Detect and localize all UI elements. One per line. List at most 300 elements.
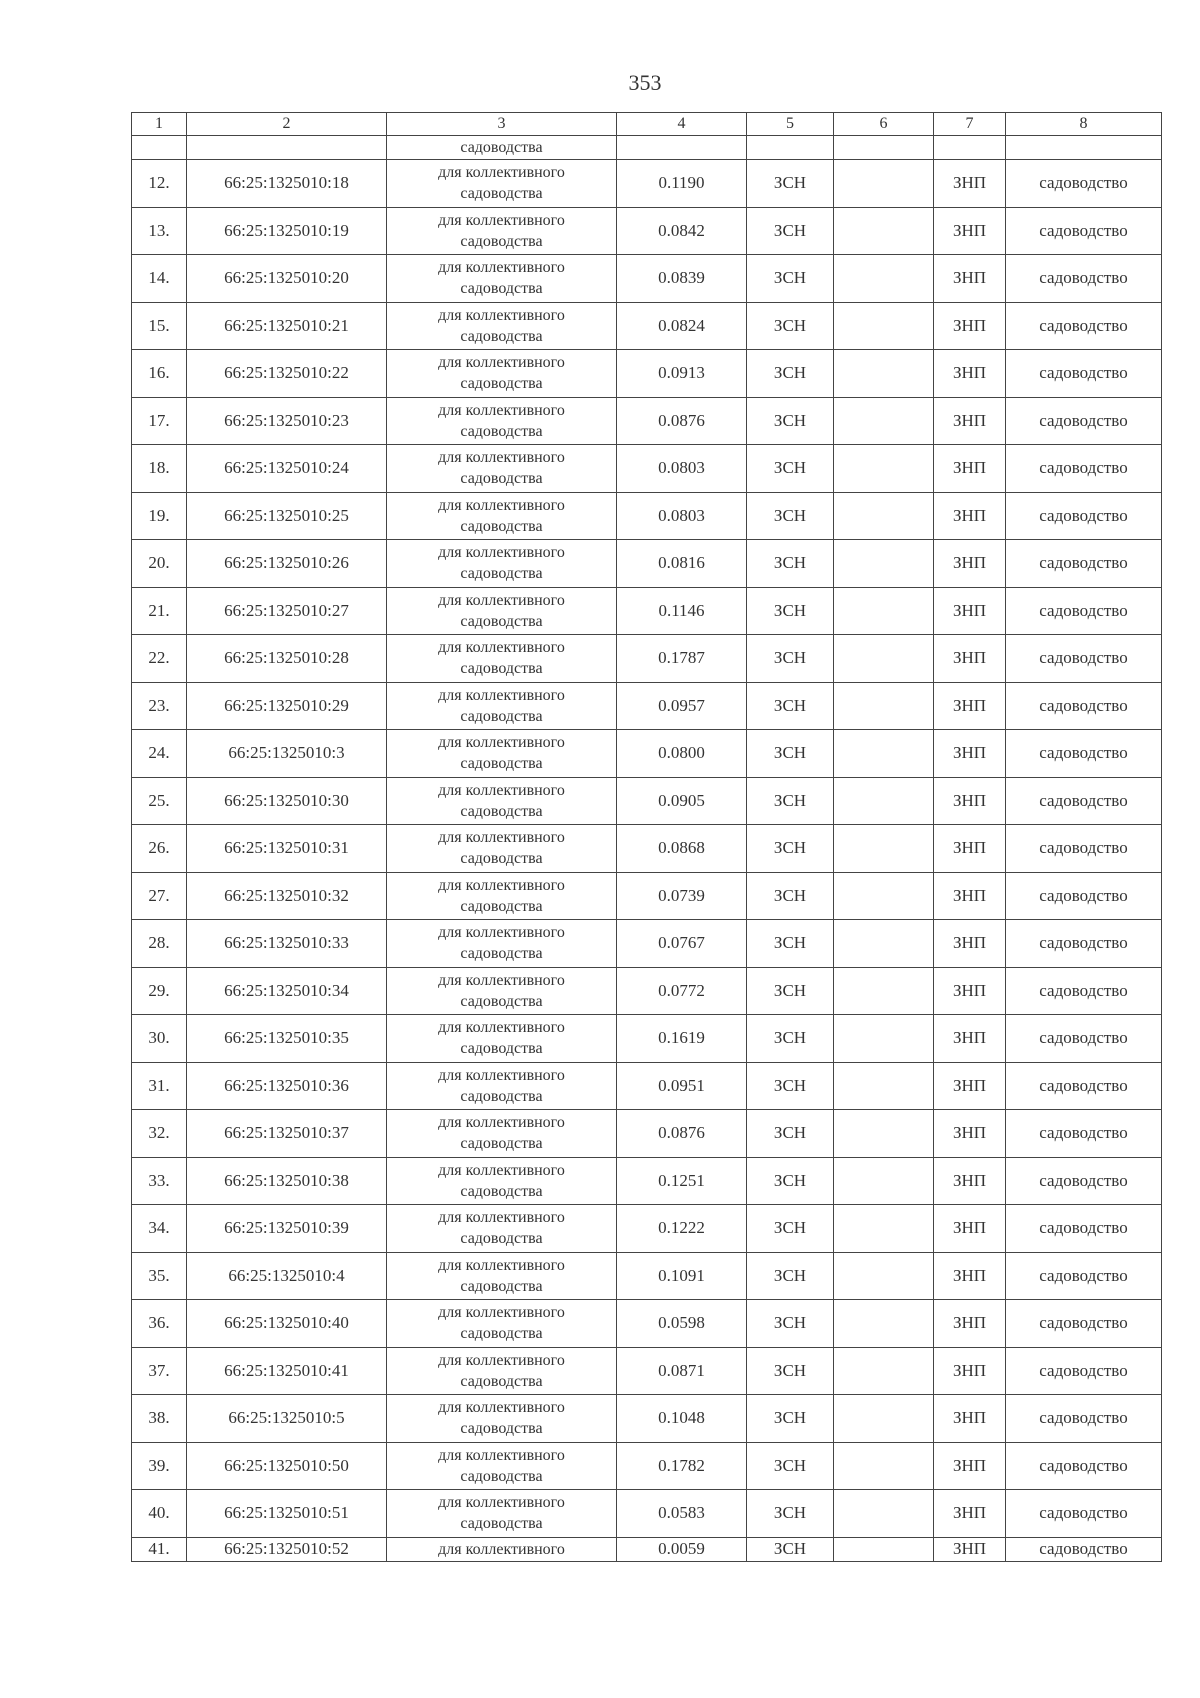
cell-num: 12. bbox=[132, 160, 187, 208]
table-row bbox=[132, 1347, 1162, 1395]
cell-area: 0.0876 bbox=[617, 1110, 747, 1158]
table-row bbox=[132, 302, 1162, 350]
cell-cadastral: 66:25:1325010:52 bbox=[187, 1537, 387, 1561]
cell-col7: ЗНП bbox=[934, 682, 1006, 730]
cell-col7: ЗНП bbox=[934, 1347, 1006, 1395]
table-row bbox=[132, 1157, 1162, 1205]
cell-col8: садоводство bbox=[1006, 1015, 1162, 1063]
cell-col6 bbox=[834, 255, 934, 303]
cell-area: 0.0767 bbox=[617, 920, 747, 968]
cell-col6 bbox=[834, 777, 934, 825]
cell-col7: ЗНП bbox=[934, 872, 1006, 920]
purpose-line-1: для коллективного bbox=[438, 686, 565, 704]
cell-area: 0.0059 bbox=[617, 1537, 747, 1561]
cell-cadastral: 66:25:1325010:50 bbox=[187, 1442, 387, 1490]
cell-num: 35. bbox=[132, 1252, 187, 1300]
cell-num: 17. bbox=[132, 397, 187, 445]
cell-col6 bbox=[834, 1015, 934, 1063]
cell-purpose bbox=[387, 777, 617, 825]
cell-col8: садоводство bbox=[1006, 1395, 1162, 1443]
cell-num: 25. bbox=[132, 777, 187, 825]
cell-area: 0.0824 bbox=[617, 302, 747, 350]
cell-purpose: садоводства bbox=[387, 136, 617, 160]
header-col-4: 4 bbox=[617, 113, 747, 136]
continuation-row bbox=[132, 136, 1162, 160]
cell-col7: ЗНП bbox=[934, 302, 1006, 350]
cell-area: 0.0816 bbox=[617, 540, 747, 588]
cell-col7: ЗНП bbox=[934, 967, 1006, 1015]
cell-cadastral: 66:25:1325010:31 bbox=[187, 825, 387, 873]
table-row bbox=[132, 350, 1162, 398]
cell-cadastral: 66:25:1325010:21 bbox=[187, 302, 387, 350]
cell-col8: садоводство bbox=[1006, 160, 1162, 208]
cell-num: 37. bbox=[132, 1347, 187, 1395]
cell-area: 0.0839 bbox=[617, 255, 747, 303]
cell-purpose bbox=[387, 1015, 617, 1063]
cell-cadastral: 66:25:1325010:22 bbox=[187, 350, 387, 398]
cell-col5: ЗСН bbox=[747, 350, 834, 398]
purpose-line-2: садоводства bbox=[460, 1420, 543, 1438]
table-row bbox=[132, 160, 1162, 208]
purpose-line-1: для коллективного bbox=[438, 1351, 565, 1369]
cell-col6 bbox=[834, 160, 934, 208]
cell-col7: ЗНП bbox=[934, 397, 1006, 445]
cell-col7: ЗНП bbox=[934, 350, 1006, 398]
table-row bbox=[132, 1490, 1162, 1538]
table-row bbox=[132, 1252, 1162, 1300]
cell-col7: ЗНП bbox=[934, 492, 1006, 540]
table-row bbox=[132, 1395, 1162, 1443]
cell-col7: ЗНП bbox=[934, 1442, 1006, 1490]
purpose-line-1: для коллективного bbox=[438, 306, 565, 324]
cell-purpose bbox=[387, 302, 617, 350]
cell-cadastral: 66:25:1325010:19 bbox=[187, 207, 387, 255]
cell-col6 bbox=[834, 492, 934, 540]
cell-col5: ЗСН bbox=[747, 160, 834, 208]
purpose-line-2: садоводства bbox=[460, 660, 543, 678]
cell-col6 bbox=[834, 445, 934, 493]
cell-cadastral: 66:25:1325010:25 bbox=[187, 492, 387, 540]
cell-col8: садоводство bbox=[1006, 730, 1162, 778]
cell-col6 bbox=[834, 1110, 934, 1158]
cell-col5: ЗСН bbox=[747, 682, 834, 730]
cell-cadastral: 66:25:1325010:26 bbox=[187, 540, 387, 588]
table-row bbox=[132, 967, 1162, 1015]
cell-num: 15. bbox=[132, 302, 187, 350]
cell-num: 19. bbox=[132, 492, 187, 540]
table-row bbox=[132, 255, 1162, 303]
cell-col5: ЗСН bbox=[747, 872, 834, 920]
cell-cadastral bbox=[187, 136, 387, 160]
cell-purpose bbox=[387, 160, 617, 208]
cell-area: 0.1091 bbox=[617, 1252, 747, 1300]
cell-cadastral: 66:25:1325010:35 bbox=[187, 1015, 387, 1063]
purpose-line-1: для коллективного bbox=[438, 211, 565, 229]
cell-col8: садоводство bbox=[1006, 1347, 1162, 1395]
purpose-line-2: садоводства bbox=[460, 517, 543, 535]
cell-col7: ЗНП bbox=[934, 635, 1006, 683]
cell-num: 34. bbox=[132, 1205, 187, 1253]
cell-purpose bbox=[387, 1157, 617, 1205]
table-row bbox=[132, 730, 1162, 778]
cell-cadastral: 66:25:1325010:39 bbox=[187, 1205, 387, 1253]
cell-num: 29. bbox=[132, 967, 187, 1015]
purpose-line-2: садоводства bbox=[460, 422, 543, 440]
header-col-8: 8 bbox=[1006, 113, 1162, 136]
table-row bbox=[132, 682, 1162, 730]
purpose-line-1: для коллективного bbox=[438, 164, 565, 182]
cell-col7 bbox=[934, 136, 1006, 160]
table-row bbox=[132, 1110, 1162, 1158]
cell-col5: ЗСН bbox=[747, 302, 834, 350]
purpose-line-1: для коллективного bbox=[438, 1304, 565, 1322]
purpose-line-1: для коллективного bbox=[438, 496, 565, 514]
cell-col6 bbox=[834, 302, 934, 350]
cell-col8: садоводство bbox=[1006, 1205, 1162, 1253]
cell-col8: садоводство bbox=[1006, 1537, 1162, 1561]
cell-cadastral: 66:25:1325010:29 bbox=[187, 682, 387, 730]
purpose-line-1: для коллективного bbox=[438, 449, 565, 467]
cell-cadastral: 66:25:1325010:28 bbox=[187, 635, 387, 683]
cell-col5: ЗСН bbox=[747, 1110, 834, 1158]
cell-col7: ЗНП bbox=[934, 777, 1006, 825]
cell-area: 0.1048 bbox=[617, 1395, 747, 1443]
table-row bbox=[132, 540, 1162, 588]
cell-area: 0.1782 bbox=[617, 1442, 747, 1490]
cell-purpose bbox=[387, 445, 617, 493]
cell-purpose bbox=[387, 1110, 617, 1158]
cell-col8: садоводство bbox=[1006, 1490, 1162, 1538]
table-row bbox=[132, 1300, 1162, 1348]
table-row bbox=[132, 1537, 1162, 1561]
cell-purpose bbox=[387, 207, 617, 255]
cell-col6 bbox=[834, 1347, 934, 1395]
cell-col8: садоводство bbox=[1006, 492, 1162, 540]
purpose-line-1: для коллективного bbox=[438, 1019, 565, 1037]
cell-col7: ЗНП bbox=[934, 1205, 1006, 1253]
cell-col7: ЗНП bbox=[934, 1395, 1006, 1443]
purpose-line-2: садоводства bbox=[460, 470, 543, 488]
cell-col5: ЗСН bbox=[747, 1490, 834, 1538]
cell-col6 bbox=[834, 1300, 934, 1348]
purpose-line-2: садоводства bbox=[460, 1372, 543, 1390]
cell-area: 0.0800 bbox=[617, 730, 747, 778]
table-row bbox=[132, 587, 1162, 635]
cell-num: 18. bbox=[132, 445, 187, 493]
cell-area: 0.0913 bbox=[617, 350, 747, 398]
cell-purpose bbox=[387, 587, 617, 635]
cell-col6 bbox=[834, 1442, 934, 1490]
page-number: 353 bbox=[628, 70, 662, 95]
cell-col6 bbox=[834, 635, 934, 683]
cell-purpose bbox=[387, 682, 617, 730]
purpose-line-2: садоводства bbox=[460, 1182, 543, 1200]
header-col-6: 6 bbox=[834, 113, 934, 136]
cell-cadastral: 66:25:1325010:23 bbox=[187, 397, 387, 445]
cell-col7: ЗНП bbox=[934, 920, 1006, 968]
cell-purpose bbox=[387, 397, 617, 445]
cell-num: 30. bbox=[132, 1015, 187, 1063]
cell-col5: ЗСН bbox=[747, 967, 834, 1015]
cell-col8: садоводство bbox=[1006, 255, 1162, 303]
header-col-7: 7 bbox=[934, 113, 1006, 136]
table-row bbox=[132, 1442, 1162, 1490]
purpose-line-1: для коллективного bbox=[438, 1399, 565, 1417]
cell-col5 bbox=[747, 136, 834, 160]
cell-col7: ЗНП bbox=[934, 255, 1006, 303]
cell-col6 bbox=[834, 1157, 934, 1205]
purpose-line-1: для коллективного bbox=[438, 734, 565, 752]
cell-col7: ЗНП bbox=[934, 587, 1006, 635]
cell-col5: ЗСН bbox=[747, 207, 834, 255]
cell-purpose bbox=[387, 635, 617, 683]
purpose-line-2: садоводства bbox=[460, 185, 543, 203]
cell-num: 41. bbox=[132, 1537, 187, 1561]
cell-col7: ЗНП bbox=[934, 207, 1006, 255]
cell-num: 40. bbox=[132, 1490, 187, 1538]
purpose-line-1: для коллективного bbox=[438, 1066, 565, 1084]
purpose-line-2: садоводства bbox=[460, 1325, 543, 1343]
cell-col5: ЗСН bbox=[747, 825, 834, 873]
cell-col7: ЗНП bbox=[934, 1157, 1006, 1205]
cell-purpose bbox=[387, 872, 617, 920]
purpose-line-1: для коллективного bbox=[438, 1446, 565, 1464]
cell-col6 bbox=[834, 825, 934, 873]
cell-col5: ЗСН bbox=[747, 1205, 834, 1253]
cell-col6 bbox=[834, 1395, 934, 1443]
cell-cadastral: 66:25:1325010:5 bbox=[187, 1395, 387, 1443]
cell-col7: ЗНП bbox=[934, 1490, 1006, 1538]
cell-col8: садоводство bbox=[1006, 1252, 1162, 1300]
cell-col6 bbox=[834, 1490, 934, 1538]
cell-col8: садоводство bbox=[1006, 872, 1162, 920]
cell-col5: ЗСН bbox=[747, 635, 834, 683]
cell-col5: ЗСН bbox=[747, 920, 834, 968]
purpose-line-2: садоводства bbox=[460, 707, 543, 725]
cell-col6 bbox=[834, 540, 934, 588]
purpose-line-1: для коллективного bbox=[438, 829, 565, 847]
cell-col8: садоводство bbox=[1006, 350, 1162, 398]
cell-col5: ЗСН bbox=[747, 255, 834, 303]
cell-cadastral: 66:25:1325010:32 bbox=[187, 872, 387, 920]
cell-col7: ЗНП bbox=[934, 160, 1006, 208]
table-row bbox=[132, 1205, 1162, 1253]
cell-area: 0.0803 bbox=[617, 445, 747, 493]
table-row bbox=[132, 872, 1162, 920]
cell-col7: ЗНП bbox=[934, 445, 1006, 493]
cell-purpose bbox=[387, 1537, 617, 1561]
cell-num: 14. bbox=[132, 255, 187, 303]
cell-col5: ЗСН bbox=[747, 1442, 834, 1490]
cell-cadastral: 66:25:1325010:20 bbox=[187, 255, 387, 303]
cell-num: 32. bbox=[132, 1110, 187, 1158]
header-col-2: 2 bbox=[187, 113, 387, 136]
table-row bbox=[132, 207, 1162, 255]
cell-purpose bbox=[387, 1252, 617, 1300]
purpose-line-1: для коллективного bbox=[438, 1494, 565, 1512]
cell-col8: садоводство bbox=[1006, 967, 1162, 1015]
purpose-line-1: для коллективного bbox=[438, 1161, 565, 1179]
cell-col6 bbox=[834, 1252, 934, 1300]
cell-col8 bbox=[1006, 136, 1162, 160]
cell-col7: ЗНП bbox=[934, 1252, 1006, 1300]
table-row bbox=[132, 920, 1162, 968]
cell-purpose bbox=[387, 1490, 617, 1538]
purpose-line-1: для коллективного bbox=[438, 1114, 565, 1132]
cell-num: 26. bbox=[132, 825, 187, 873]
purpose-line-2: садоводства bbox=[460, 850, 543, 868]
purpose-line-2: садоводства bbox=[460, 1135, 543, 1153]
purpose-line-2: садоводства bbox=[460, 232, 543, 250]
purpose-line-1: для коллективного bbox=[438, 781, 565, 799]
cell-col5: ЗСН bbox=[747, 1252, 834, 1300]
cell-col7: ЗНП bbox=[934, 1062, 1006, 1110]
cell-purpose bbox=[387, 540, 617, 588]
cell-col6 bbox=[834, 1062, 934, 1110]
purpose-line-2: садоводства bbox=[460, 992, 543, 1010]
purpose-line-1: для коллективного bbox=[438, 1540, 565, 1558]
purpose-line-2: садоводства bbox=[460, 897, 543, 915]
header-col-1: 1 bbox=[132, 113, 187, 136]
cell-col5: ЗСН bbox=[747, 1015, 834, 1063]
purpose-line-1: для коллективного bbox=[438, 259, 565, 277]
purpose-line-2: садоводства bbox=[460, 802, 543, 820]
purpose-line-1: для коллективного bbox=[438, 1256, 565, 1274]
table-header bbox=[132, 113, 1162, 136]
cell-col6 bbox=[834, 967, 934, 1015]
cell-area: 0.0842 bbox=[617, 207, 747, 255]
cell-area: 0.0871 bbox=[617, 1347, 747, 1395]
cell-num: 39. bbox=[132, 1442, 187, 1490]
purpose-line-2: садоводства bbox=[460, 1467, 543, 1485]
cell-col5: ЗСН bbox=[747, 1395, 834, 1443]
header-col-3: 3 bbox=[387, 113, 617, 136]
cell-col5: ЗСН bbox=[747, 587, 834, 635]
cell-area: 0.0583 bbox=[617, 1490, 747, 1538]
cell-col8: садоводство bbox=[1006, 777, 1162, 825]
cell-purpose bbox=[387, 492, 617, 540]
cell-purpose bbox=[387, 730, 617, 778]
cell-col8: садоводство bbox=[1006, 540, 1162, 588]
cell-col5: ЗСН bbox=[747, 1347, 834, 1395]
cell-num: 22. bbox=[132, 635, 187, 683]
cell-cadastral: 66:25:1325010:38 bbox=[187, 1157, 387, 1205]
purpose-line-2: садоводства bbox=[460, 327, 543, 345]
land-plots-table-container bbox=[131, 112, 1161, 1562]
cell-col8: садоводство bbox=[1006, 1442, 1162, 1490]
cell-num: 24. bbox=[132, 730, 187, 778]
purpose-line-1: для коллективного bbox=[438, 639, 565, 657]
cell-num: 23. bbox=[132, 682, 187, 730]
cell-col5: ЗСН bbox=[747, 1300, 834, 1348]
cell-num: 28. bbox=[132, 920, 187, 968]
cell-col8: садоводство bbox=[1006, 1110, 1162, 1158]
cell-col8: садоводство bbox=[1006, 587, 1162, 635]
cell-cadastral: 66:25:1325010:34 bbox=[187, 967, 387, 1015]
cell-purpose bbox=[387, 825, 617, 873]
cell-area: 0.1787 bbox=[617, 635, 747, 683]
cell-col6 bbox=[834, 1205, 934, 1253]
cell-col8: садоводство bbox=[1006, 397, 1162, 445]
cell-col7: ЗНП bbox=[934, 825, 1006, 873]
cell-area: 0.0598 bbox=[617, 1300, 747, 1348]
cell-col8: садоводство bbox=[1006, 825, 1162, 873]
cell-num: 20. bbox=[132, 540, 187, 588]
cell-area: 0.0876 bbox=[617, 397, 747, 445]
cell-num: 38. bbox=[132, 1395, 187, 1443]
purpose-line-1: для коллективного bbox=[438, 401, 565, 419]
cell-col6 bbox=[834, 397, 934, 445]
purpose-line-1: для коллективного bbox=[438, 354, 565, 372]
purpose-line-1: для коллективного bbox=[438, 971, 565, 989]
cell-purpose bbox=[387, 1205, 617, 1253]
purpose-line-2: садоводства bbox=[460, 1040, 543, 1058]
cell-col5: ЗСН bbox=[747, 540, 834, 588]
purpose-line-1: для коллективного bbox=[438, 591, 565, 609]
table-row bbox=[132, 445, 1162, 493]
cell-col6 bbox=[834, 1537, 934, 1561]
cell-num: 21. bbox=[132, 587, 187, 635]
cell-purpose bbox=[387, 1062, 617, 1110]
cell-area: 0.1251 bbox=[617, 1157, 747, 1205]
cell-col5: ЗСН bbox=[747, 1537, 834, 1561]
purpose-line-2: садоводства bbox=[460, 1230, 543, 1248]
cell-col6 bbox=[834, 136, 934, 160]
purpose-line-2: садоводства bbox=[460, 280, 543, 298]
cell-purpose bbox=[387, 920, 617, 968]
cell-col7: ЗНП bbox=[934, 1110, 1006, 1158]
cell-purpose bbox=[387, 1395, 617, 1443]
cell-col5: ЗСН bbox=[747, 445, 834, 493]
cell-area: 0.0739 bbox=[617, 872, 747, 920]
cell-area: 0.0957 bbox=[617, 682, 747, 730]
table-row bbox=[132, 635, 1162, 683]
purpose-line-2: садоводства bbox=[460, 565, 543, 583]
cell-cadastral: 66:25:1325010:18 bbox=[187, 160, 387, 208]
cell-num: 33. bbox=[132, 1157, 187, 1205]
cell-num bbox=[132, 136, 187, 160]
cell-num: 31. bbox=[132, 1062, 187, 1110]
cell-col6 bbox=[834, 350, 934, 398]
cell-area: 0.1146 bbox=[617, 587, 747, 635]
purpose-line-1: для коллективного bbox=[438, 924, 565, 942]
cell-col8: садоводство bbox=[1006, 302, 1162, 350]
cell-cadastral: 66:25:1325010:4 bbox=[187, 1252, 387, 1300]
cell-col8: садоводство bbox=[1006, 1157, 1162, 1205]
purpose-line-2: садоводства bbox=[460, 1515, 543, 1533]
cell-col5: ЗСН bbox=[747, 397, 834, 445]
cell-col8: садоводство bbox=[1006, 920, 1162, 968]
cell-col7: ЗНП bbox=[934, 1537, 1006, 1561]
cell-col6 bbox=[834, 587, 934, 635]
cell-area: 0.1619 bbox=[617, 1015, 747, 1063]
table-body bbox=[132, 136, 1162, 1562]
purpose-line-1: для коллективного bbox=[438, 544, 565, 562]
table-row bbox=[132, 492, 1162, 540]
cell-area: 0.1222 bbox=[617, 1205, 747, 1253]
cell-col5: ЗСН bbox=[747, 730, 834, 778]
cell-num: 16. bbox=[132, 350, 187, 398]
cell-cadastral: 66:25:1325010:40 bbox=[187, 1300, 387, 1348]
purpose-line-1: для коллективного bbox=[438, 876, 565, 894]
cell-cadastral: 66:25:1325010:37 bbox=[187, 1110, 387, 1158]
cell-purpose bbox=[387, 255, 617, 303]
land-plots-table bbox=[131, 112, 1162, 1562]
table-row bbox=[132, 1015, 1162, 1063]
cell-col6 bbox=[834, 730, 934, 778]
cell-area: 0.0868 bbox=[617, 825, 747, 873]
cell-cadastral: 66:25:1325010:24 bbox=[187, 445, 387, 493]
